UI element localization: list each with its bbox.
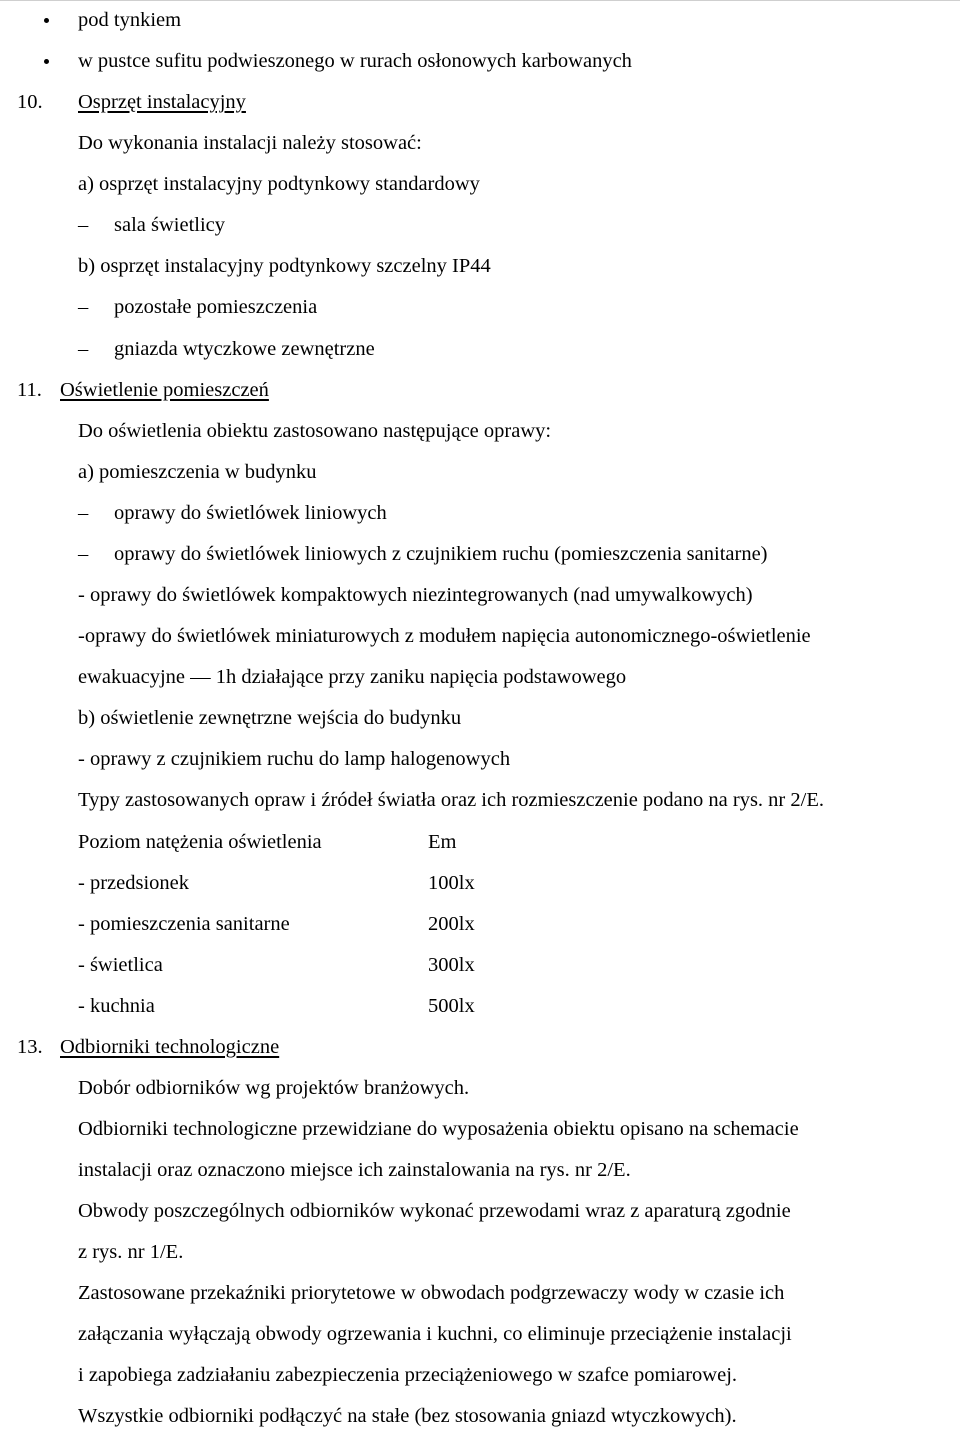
- section-number: 11.: [17, 379, 42, 401]
- dash-marker: –: [78, 214, 89, 236]
- paragraph-line: - oprawy do świetlówek kompaktowych niezintegrowanych (nad umywalkowych): [78, 584, 753, 606]
- lux-row-room: - przedsionek: [78, 872, 189, 894]
- lux-row-room: - pomieszczenia sanitarne: [78, 913, 290, 935]
- section-number: 10.: [17, 91, 43, 113]
- list-item: sala świetlicy: [114, 214, 226, 236]
- section-number: 13.: [17, 1036, 43, 1058]
- paragraph-line: Wszystkie odbiorniki podłączyć na stałe (bez stosowania gniazd wtyczkowych).: [78, 1405, 737, 1427]
- paragraph-line: Do wykonania instalacji należy stosować:: [78, 132, 422, 154]
- paragraph-line: - oprawy z czujnikiem ruchu do lamp halogenowych: [78, 748, 511, 770]
- paragraph-line: załączania wyłączają obwody ogrzewania i kuchni, co eliminuje przeciążenie instalacji: [78, 1323, 792, 1345]
- paragraph-line: b) oświetlenie zewnętrzne wejścia do budynku: [78, 707, 462, 729]
- paragraph-line: b) osprzęt instalacyjny podtynkowy szczelny IP44: [78, 255, 491, 277]
- dash-marker: –: [78, 543, 89, 565]
- page-top-border: [0, 0, 960, 1]
- bullet-item: w pustce sufitu podwieszonego w rurach osłonowych karbowanych: [78, 50, 632, 72]
- bullet-dot: [44, 59, 49, 64]
- lux-table-header-label: Poziom natężenia oświetlenia: [78, 831, 322, 853]
- list-item: oprawy do świetlówek liniowych z czujnikiem ruchu (pomieszczenia sanitarne): [114, 543, 768, 565]
- paragraph-line: Odbiorniki technologiczne przewidziane do wyposażenia obiektu opisano na schemacie: [78, 1118, 799, 1140]
- list-item: oprawy do świetlówek liniowych: [114, 502, 387, 524]
- bullet-dot: [44, 18, 49, 23]
- paragraph-line: a) pomieszczenia w budynku: [78, 461, 317, 483]
- lux-row-value: 300lx: [428, 954, 475, 976]
- list-item: gniazda wtyczkowe zewnętrzne: [114, 338, 375, 360]
- paragraph-line: instalacji oraz oznaczono miejsce ich zainstalowania na rys. nr 2/E.: [78, 1159, 631, 1181]
- lux-row-value: 200lx: [428, 913, 475, 935]
- lux-row-value: 100lx: [428, 872, 475, 894]
- paragraph-line: i zapobiega zadziałaniu zabezpieczenia przeciążeniowego w szafce pomiarowej.: [78, 1364, 738, 1386]
- paragraph-line: Zastosowane przekaźniki priorytetowe w obwodach podgrzewaczy wody w czasie ich: [78, 1282, 785, 1304]
- section-title: Odbiorniki technologiczne: [60, 1036, 280, 1058]
- list-item: pozostałe pomieszczenia: [114, 296, 318, 318]
- dash-marker: –: [78, 296, 89, 318]
- paragraph-line: Do oświetlenia obiektu zastosowano następujące oprawy:: [78, 420, 552, 442]
- bullet-item: pod tynkiem: [78, 9, 182, 31]
- paragraph-line: ewakuacyjne — 1h działające przy zaniku napięcia podstawowego: [78, 666, 627, 688]
- dash-marker: –: [78, 338, 89, 360]
- paragraph-line: Typy zastosowanych opraw i źródeł światła oraz ich rozmieszczenie podano na rys. nr 2/E.: [78, 789, 824, 811]
- dash-marker: –: [78, 502, 89, 524]
- section-title: Oświetlenie pomieszczeń: [60, 379, 269, 401]
- lux-table-header-unit: Em: [428, 831, 457, 853]
- paragraph-line: Obwody poszczególnych odbiorników wykonać przewodami wraz z aparaturą zgodnie: [78, 1200, 791, 1222]
- lux-row-value: 500lx: [428, 995, 475, 1017]
- paragraph-line: Dobór odbiorników wg projektów branżowych.: [78, 1077, 470, 1099]
- paragraph-line: -oprawy do świetlówek miniaturowych z modułem napięcia autonomicznego-oświetlenie: [78, 625, 811, 647]
- lux-row-room: - kuchnia: [78, 995, 155, 1017]
- section-title: Osprzęt instalacyjny: [78, 91, 246, 113]
- paragraph-line: z rys. nr 1/E.: [78, 1241, 184, 1263]
- lux-row-room: - świetlica: [78, 954, 163, 976]
- paragraph-line: a) osprzęt instalacyjny podtynkowy standardowy: [78, 173, 480, 195]
